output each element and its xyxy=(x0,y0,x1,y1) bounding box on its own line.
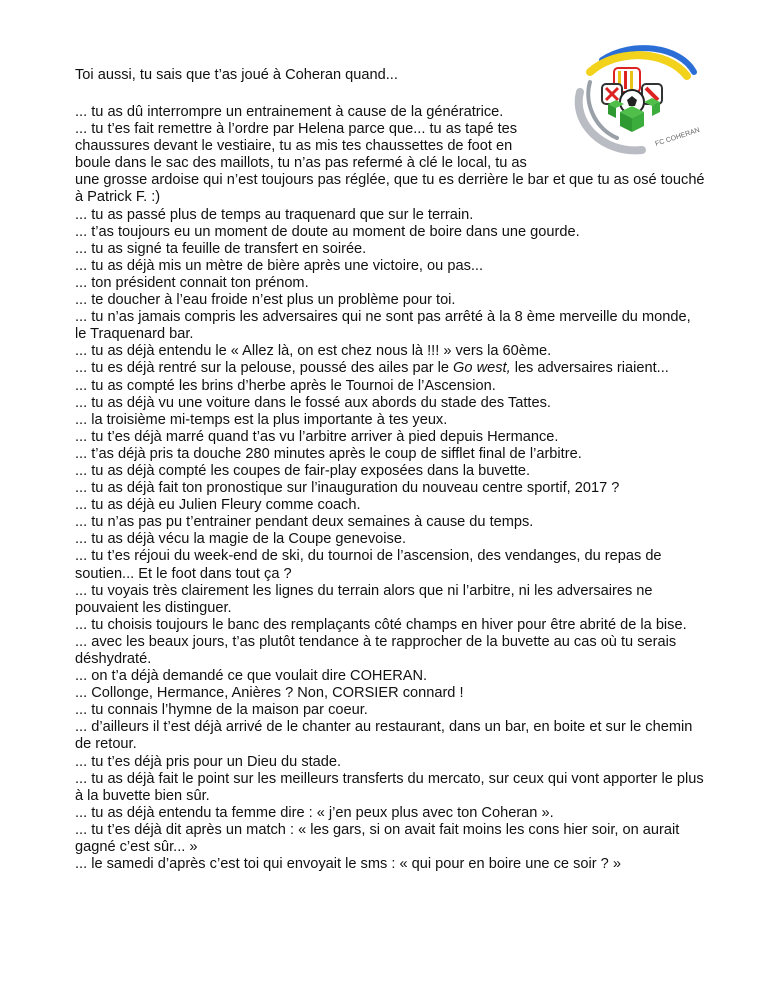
text-line: ... tu as déjà compté les coupes de fair-play exposées dans la buvette. xyxy=(75,462,531,479)
text-line: ... t’as déjà pris ta douche 280 minutes après le coup de sifflet final de l’arbitre. xyxy=(75,445,582,462)
document-title: Toi aussi, tu sais que t’as joué à Coheran quand... xyxy=(75,67,398,83)
text-line: ... tu connais l’hymne de la maison par coeur. xyxy=(75,702,368,719)
text-line: ... tu as déjà fait ton pronostique sur l’inauguration du nouveau centre sportif, 2017 ? xyxy=(75,480,620,497)
text-line: ... tu voyais très clairement les lignes du terrain alors que ni l’arbitre, ni les adversaires ne pouvaient les distinguer. xyxy=(75,582,653,616)
text-line: ... tu as déjà fait le point sur les meilleurs transferts du mercato, sur ceux qui vont apporter le plus à la buvette bien sûr. xyxy=(75,770,704,804)
text-line: ... t’as toujours eu un moment de doute au moment de boire dans une gourde. xyxy=(75,223,580,240)
text-segment: ... tu es déjà rentré sur la pelouse, poussé des ailes par le xyxy=(75,360,454,377)
text-line: ... Collonge, Hermance, Anières ? Non, CORSIER connard ! xyxy=(75,685,464,702)
text-line: ... tu as dû interrompre un entrainement à cause de la génératrice. xyxy=(75,104,504,120)
logo-text: FC COHERAN xyxy=(654,126,701,148)
text-line: ... tu as déjà entendu le « Allez là, on est chez nous là !!! » vers la 60ème. xyxy=(75,343,552,360)
text-line: ... tu as déjà vécu la magie de la Coupe genevoise. xyxy=(75,531,407,548)
text-line: ... tu t’es fait remettre à l’ordre par Helena parce que... tu as tapé tes chaussures devant le vestiaire, tu as mis tes chaussettes de foot en boule dans le sac des maillots, tu n’as pas refermé à clé le local, tu as une grosse ardoise qui n’est toujours pas réglée, que tu es derrière le bar et que tu as osé touché à Patrick F. :) xyxy=(75,121,705,206)
text-line: ... tu t’es déjà marré quand t’as vu l’arbitre arriver à pied depuis Hermance. xyxy=(75,428,559,445)
text-line: ... tu as déjà mis un mètre de bière après une victoire, ou pas... xyxy=(75,257,484,274)
text-line-go-west xyxy=(75,360,705,377)
text-line: ... tu as déjà vu une voiture dans le fossé aux abords du stade des Tattes. xyxy=(75,394,551,411)
song-title: Go west, xyxy=(453,360,511,377)
text-line: ... la troisième mi-temps est la plus importante à tes yeux. xyxy=(75,411,448,428)
text-line: ... tu t’es déjà pris pour un Dieu du stade. xyxy=(75,753,342,770)
text-line: ... tu n’as pas pu t’entrainer pendant deux semaines à cause du temps. xyxy=(75,514,534,531)
text-line: ... d’ailleurs il t’est déjà arrivé de le chanter au restaurant, dans un bar, en boite et sur le chemin de retour. xyxy=(75,719,693,753)
logo-wrap-area xyxy=(537,104,705,170)
text-line: ... tu as passé plus de temps au traquenard que sur le terrain. xyxy=(75,206,474,223)
text-line: ... tu choisis toujours le banc des remplaçants côté champs en hiver pour être abrité de la bise. xyxy=(75,616,687,633)
text-line: ... te doucher à l’eau froide n’est plus un problème pour toi. xyxy=(75,292,456,309)
text-line: ... on t’a déjà demandé ce que voulait dire COHERAN. xyxy=(75,668,428,685)
text-segment: les adversaires riaient... xyxy=(510,360,669,377)
text-line: ... le samedi d’après c’est toi qui envoyait le sms : « qui pour en boire une ce soir ? » xyxy=(75,856,621,873)
text-line: ... tu as déjà eu Julien Fleury comme coach. xyxy=(75,497,361,514)
text-line: ... tu t’es déjà dit après un match : « les gars, si on avait fait moins les cons hier soir, on aurait gagné c’est sûr... » xyxy=(75,821,680,856)
text-line: ... tu n’as jamais compris les adversaires qui ne sont pas arrêté à la 8 ème merveille du monde, le Traquenard bar. xyxy=(75,309,691,343)
text-line: ... tu as déjà entendu ta femme dire : « j’en peux plus avec ton Coheran ». xyxy=(75,804,554,821)
text-line: ... tu as signé ta feuille de transfert en soirée. xyxy=(75,240,367,257)
text-line: ... ton président connait ton prénom. xyxy=(75,274,309,291)
text-line: ... avec les beaux jours, t’as plutôt tendance à te rapprocher de la buvette au cas où tu serais déshydraté. xyxy=(75,633,677,667)
text-line: ... tu t’es réjoui du week-end de ski, du tournoi de l’ascension, des vendanges, du repas de soutien... Et le foot dans tout ça ? xyxy=(75,548,662,582)
text-line: ... tu as compté les brins d’herbe après le Tournoi de l’Ascension. xyxy=(75,377,496,394)
document-body xyxy=(75,104,705,873)
